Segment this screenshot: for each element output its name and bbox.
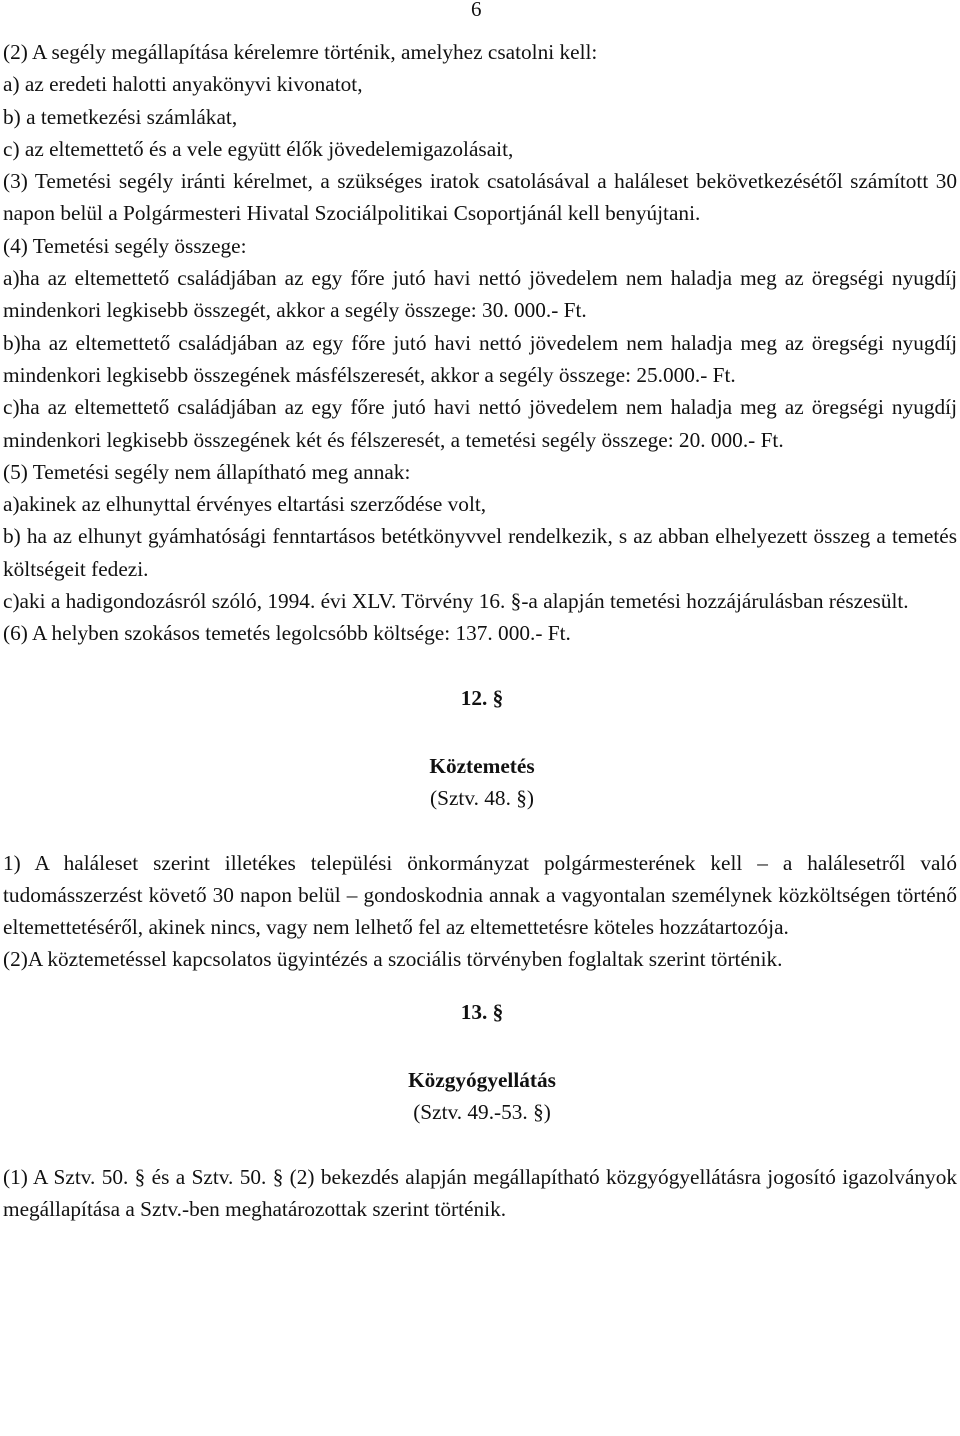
paragraph-2-item-b: b) a temetkezési számlákat,: [3, 104, 238, 129]
section-12-title: Köztemetés: [429, 753, 535, 778]
paragraph-3: (3) Temetési segély iránti kérelmet, a szükséges iratok csatolásával a haláleset bekövetkezésétől számított 30 napon belül a Polgármesteri Hivatal Szociálpolitikai Csoportjánál kell benyújtani.: [3, 169, 957, 226]
section-12-reference: (Sztv. 48. §): [430, 786, 534, 811]
paragraph-5-item-a: a)akinek az elhunyttal érvényes eltartási szerződése volt,: [3, 492, 487, 517]
paragraph-6: (6) A helyben szokásos temetés legolcsóbb költsége: 137. 000.- Ft.: [3, 621, 571, 646]
section-13-paragraph-1: (1) A Sztv. 50. § és a Sztv. 50. § (2) bekezdés alapján megállapítható közgyógyellátásra jogosító igazolványok megállapítása a Sztv.-ben meghatározottak szerint történik.: [3, 1164, 957, 1221]
page-number: 6: [471, 0, 482, 21]
section-12-paragraph-1: 1) A haláleset szerint illetékes települési önkormányzat polgármesterének kell – a halálesetről való tudomásszerzést követő 30 napon belül – gondoskodnia annak a vagyontalan személynek közköltségen történő eltemettetéséről, akinek nincs, vagy nem lelhető fel az eltemettetésre köteles hozzátartozója.: [3, 850, 957, 940]
paragraph-4-item-b: b)ha az eltemettető családjában az egy főre jutó havi nettó jövedelem nem haladja meg az öregségi nyugdíj mindenkori legkisebb összegének másfélszeresét, akkor a segély összege: 25.000.- Ft.: [3, 330, 957, 387]
section-13-number: 13. §: [460, 999, 504, 1024]
section-13-reference: (Sztv. 49.-53. §): [413, 1100, 551, 1125]
section-12-paragraph-2: (2)A köztemetéssel kapcsolatos ügyintézés a szociális törvényben foglaltak szerint történik.: [3, 947, 783, 972]
paragraph-4-item-c: c)ha az eltemettető családjában az egy főre jutó havi nettó jövedelem nem haladja meg az öregségi nyugdíj mindenkori legkisebb összegének két és félszeresét, a temetési segély összege: 20. 000.- Ft.: [3, 395, 957, 452]
paragraph-5-item-c: c)aki a hadigondozásról szóló, 1994. évi XLV. Törvény 16. §-a alapján temetési hozzájárulásban részesült.: [3, 589, 909, 614]
document-body: [3, 36, 957, 1225]
paragraph-2-intro: (2) A segély megállapítása kérelemre történik, amelyhez csatolni kell:: [3, 40, 598, 64]
paragraph-4-item-a: a)ha az eltemettető családjában az egy főre jutó havi nettó jövedelem nem haladja meg az öregségi nyugdíj mindenkori legkisebb összegét, akkor a segély összege: 30. 000.- Ft.: [3, 266, 957, 323]
paragraph-2-item-a: a) az eredeti halotti anyakönyvi kivonatot,: [3, 72, 363, 97]
paragraph-5-item-b: b) ha az elhunyt gyámhatósági fenntartásos betétkönyvvel rendelkezik, s az abban elhelyezett összeg a temetés költségeit fedezi.: [3, 524, 957, 581]
section-13-title: Közgyógyellátás: [408, 1068, 556, 1093]
paragraph-4-intro: (4) Temetési segély összege:: [3, 233, 247, 258]
paragraph-2-item-c: c) az eltemettető és a vele együtt élők jövedelemigazolásait,: [3, 136, 514, 161]
paragraph-5-intro: (5) Temetési segély nem állapítható meg annak:: [3, 459, 411, 484]
section-12-number: 12. §: [460, 685, 504, 710]
